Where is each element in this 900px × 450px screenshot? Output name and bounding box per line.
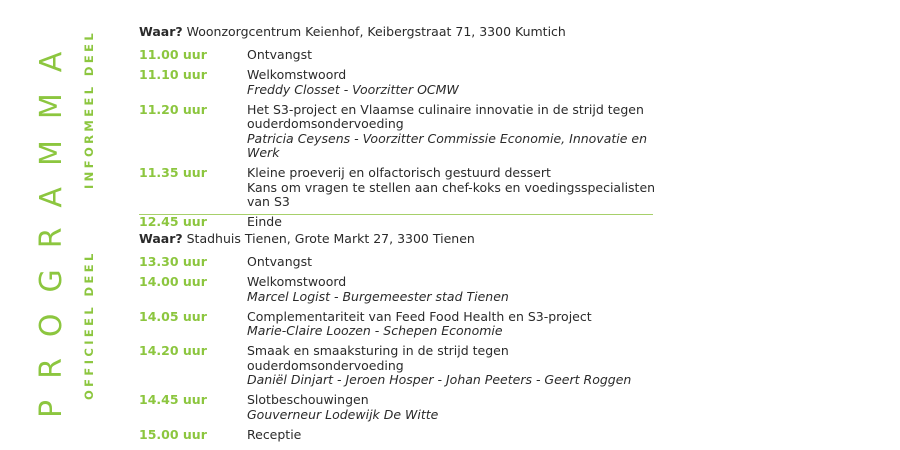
schedule-time: 11.10 uur (139, 67, 207, 82)
schedule-description-line: Kans om vragen te stellen aan chef-koks en voedingsspecialisten van S3 (247, 179, 656, 209)
schedule-description-line: Slotbeschouwingen (247, 392, 369, 407)
schedule-description (247, 68, 659, 97)
schedule-speaker: Daniël Dinjart - Jeroen Hosper - Johan Peeters - Geert Roggen (247, 372, 632, 387)
schedule-list (139, 255, 659, 442)
schedule-description-line: ouderdomsondervoeding (247, 116, 404, 131)
schedule-description (247, 255, 659, 270)
schedule-time: 11.20 uur (139, 101, 207, 117)
schedule-speaker: Marie-Claire Loozen - Schepen Economie (247, 323, 503, 338)
schedule-item (139, 310, 659, 339)
location-line (139, 24, 659, 40)
schedule-description-line: Ontvangst (247, 254, 312, 269)
schedule-description-line: Smaak en smaaksturing in de strijd tegen ouderdomsondervoeding (247, 343, 509, 373)
schedule-description-line: Ontvangst (247, 47, 312, 62)
officieel-section (139, 231, 659, 448)
schedule-time: 14.45 uur (139, 392, 207, 407)
location-question: Waar? (139, 231, 183, 246)
location-text: Woonzorgcentrum Keienhof, Keibergstraat 71, 3300 Kumtich (186, 24, 566, 39)
schedule-description (247, 275, 659, 304)
schedule-item (139, 344, 659, 388)
schedule-item (139, 255, 659, 270)
schedule-time: 11.00 uur (139, 47, 207, 62)
schedule-item (139, 103, 659, 161)
schedule-description (247, 393, 659, 422)
schedule-description-line: Kleine proeverij en olfactorisch gestuurd dessert (247, 165, 551, 180)
location-line (139, 231, 659, 247)
schedule-time: 14.00 uur (139, 274, 207, 289)
schedule-item (139, 428, 659, 443)
schedule-description-line: Einde (247, 214, 282, 229)
programma-title: PROGRAMMA (34, 30, 69, 418)
schedule-time: 12.45 uur (139, 214, 207, 229)
schedule-item (139, 166, 659, 210)
schedule-speaker: Gouverneur Lodewijk De Witte (247, 406, 439, 422)
informeel-deel-label: INFORMEEL DEEL (82, 29, 96, 189)
schedule-description-line: Receptie (247, 426, 302, 442)
schedule-description-line: Complementariteit van Feed Food Health en S3-project (247, 308, 592, 324)
schedule-description (247, 166, 659, 210)
schedule-item (139, 275, 659, 304)
schedule-description (247, 215, 659, 230)
schedule-description-line: Welkomstwoord (247, 274, 347, 289)
schedule-item (139, 393, 659, 422)
schedule-speaker: Marcel Logist - Burgemeester stad Tienen (247, 288, 509, 304)
schedule-time: 13.30 uur (139, 254, 207, 269)
schedule-speaker: Patricia Ceysens - Voorzitter Commissie Economie, Innovatie en Werk (247, 130, 648, 160)
location-text: Stadhuis Tienen, Grote Markt 27, 3300 Tienen (186, 231, 475, 246)
schedule-description (247, 428, 659, 443)
schedule-item (139, 215, 659, 230)
schedule-description (247, 103, 659, 161)
schedule-description-line: Het S3-project en Vlaamse culinaire innovatie in de strijd tegen (247, 101, 644, 117)
schedule-time: 14.20 uur (139, 343, 207, 358)
schedule-description (247, 344, 659, 388)
officieel-deel-label: OFFICIEEL DEEL (82, 250, 96, 400)
location-question: Waar? (139, 24, 183, 39)
schedule-time: 11.35 uur (139, 165, 207, 180)
schedule-description (247, 310, 659, 339)
schedule-time: 14.05 uur (139, 308, 207, 324)
schedule-list (139, 48, 659, 230)
schedule-description (247, 48, 659, 63)
schedule-item (139, 68, 659, 97)
informeel-section (139, 24, 659, 235)
schedule-item (139, 48, 659, 63)
section-divider (139, 214, 653, 215)
schedule-time: 15.00 uur (139, 426, 207, 442)
schedule-description-line: Welkomstwoord (247, 67, 347, 82)
schedule-speaker: Freddy Closset - Voorzitter OCMW (247, 81, 459, 97)
